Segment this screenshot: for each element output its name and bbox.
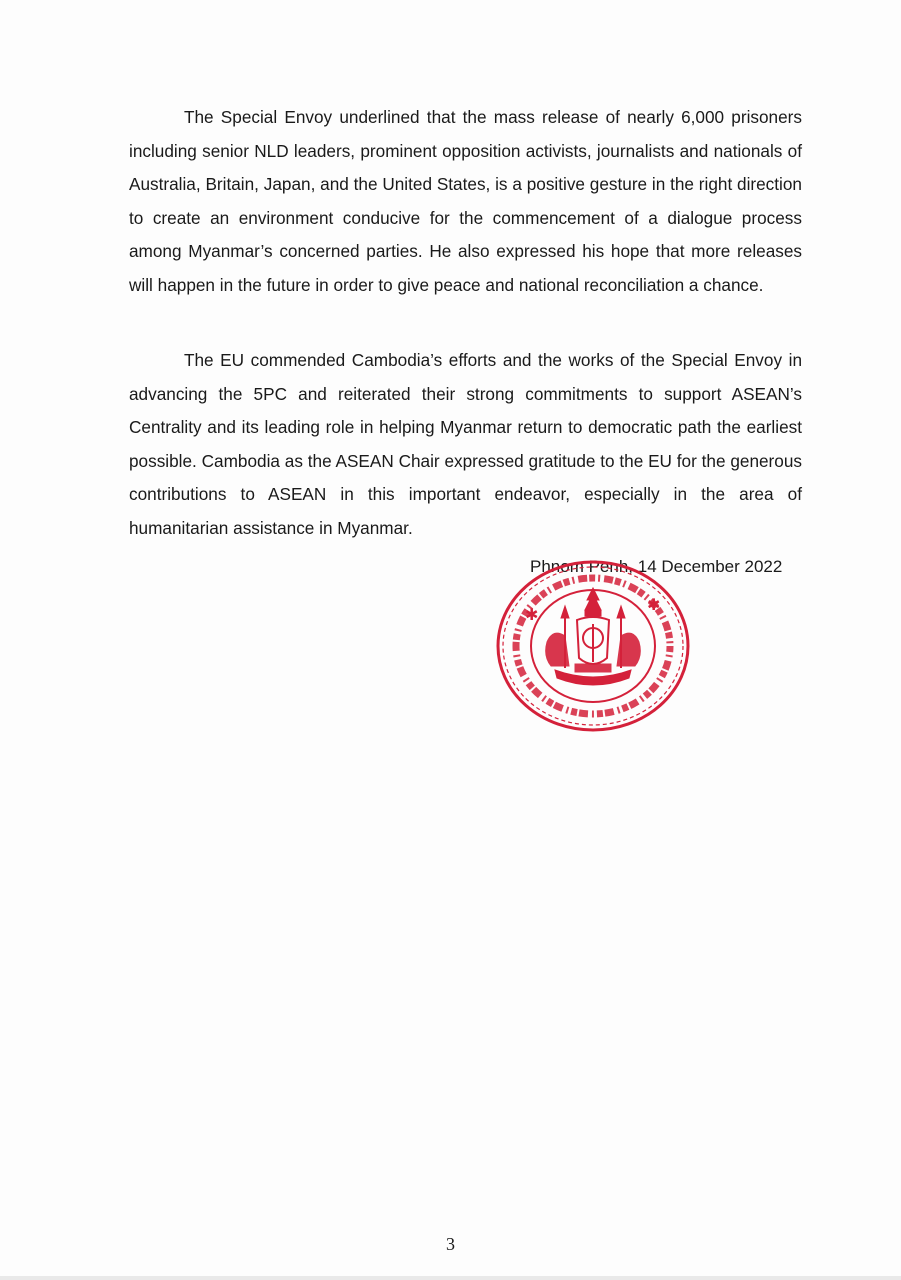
svg-text:✱: ✱ (647, 595, 661, 614)
dateline-date: 14 December 2022 (637, 557, 783, 576)
paragraph-eu-commendation: The EU commended Cambodia’s efforts and the works of the Special Envoy in advancing the 5PC and reiterated their strong commitments to support ASEAN’s Centrality and its leading role in helping Myanmar return to democratic path the earliest possible. Cambodia as the ASEAN Chair expressed gratitude to the EU for the generous contributions to ASEAN in this important endeavor, especially in the area of humanitarian assistance in Myanmar. (129, 350, 802, 538)
paragraph-prisoner-release: The Special Envoy underlined that the mass release of nearly 6,000 prisoners including senior NLD leaders, prominent opposition activists, journalists and nationals of Australia, Britain, Japan, and the United States, is a positive gesture in the right direction to create an environment conducive for the commencement of a dialogue process among Myanmar’s concerned parties. He also expressed his hope that more releases will happen in the future in order to give peace and national reconciliation a chance. (129, 107, 802, 295)
svg-text:✱: ✱ (525, 605, 539, 624)
official-seal-icon (495, 558, 695, 738)
dateline-place: Phnom Penh, (530, 557, 634, 576)
page-number: 3 (446, 1234, 455, 1254)
page-bottom-edge (0, 1276, 901, 1280)
